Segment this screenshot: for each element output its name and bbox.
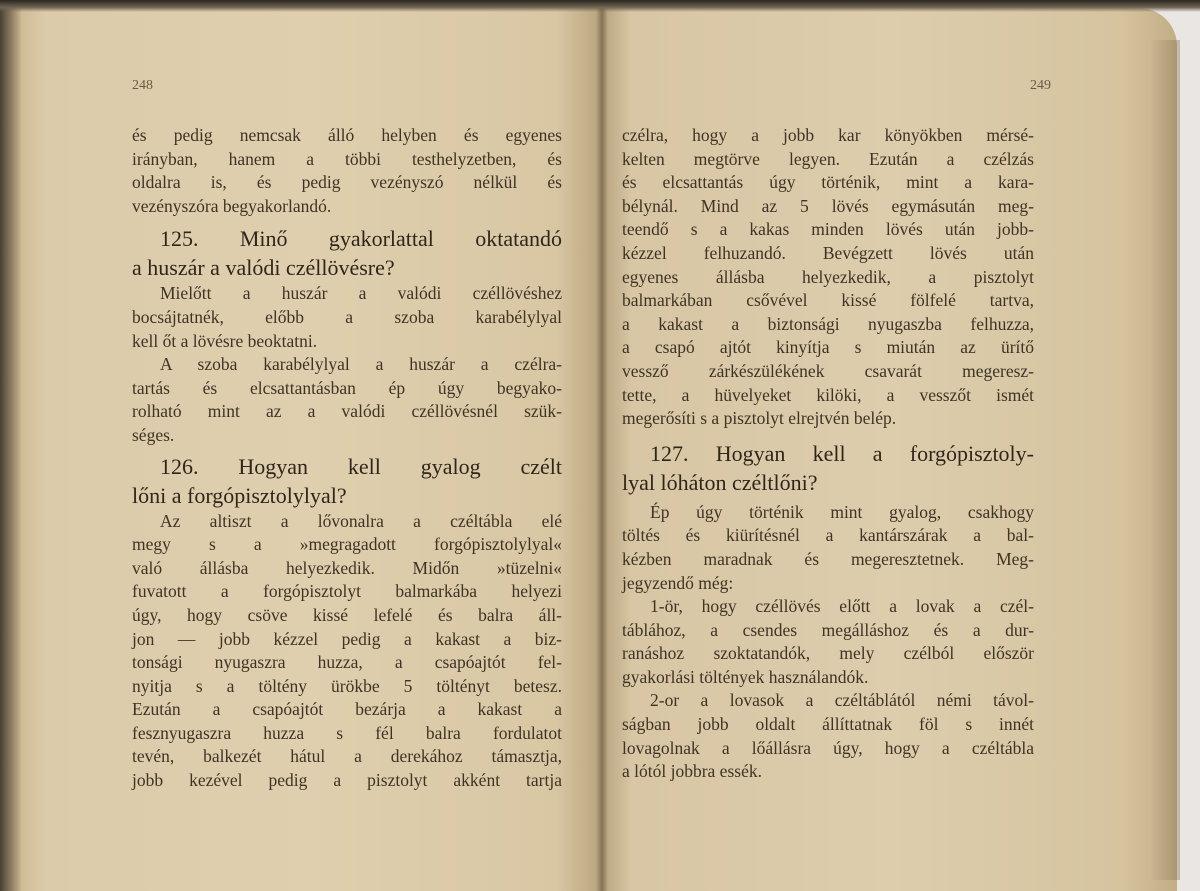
text-line: lovagolnak a lőállásra úgy, hogy a czéltábla: [622, 737, 1034, 758]
text-line: balmarkában csővével kissé fölfelé tartva,: [622, 290, 1034, 311]
text-line: úgy, hogy csöve kissé lefelé és balra áll-: [132, 604, 562, 625]
text-line: egyenes állásba helyezkedik, a pisztolyt: [622, 266, 1034, 287]
text-line: megy s a »megragadott forgópisztolylyal«: [132, 534, 562, 555]
text-line: fesznyugaszra huzza s fél balra fordulatot: [132, 722, 562, 743]
text-line: bocsájtatnék, előbb a szoba karabélylyal: [132, 306, 562, 327]
right-page-number: 249: [1030, 78, 1051, 93]
text-line: tartás és elcsattantásban ép úgy begyako-: [132, 377, 562, 398]
text-line: a kakast a biztonsági nyugaszba felhuzza,: [622, 313, 1034, 334]
text-line: ranáshoz szoktatandók, mely czélból először: [622, 643, 1034, 664]
page-edge-shadow: [1150, 40, 1180, 880]
text-line: tevén, balkezét hátul a derekához támasztja,: [132, 746, 562, 767]
book-spine: [596, 8, 608, 891]
text-line: 2-or a lovasok a czéltáblától némi távol-: [650, 690, 1034, 711]
text-line: vezényszóra begyakorlandó.: [132, 195, 332, 216]
text-line: teendő s a kakas minden lövés után jobb-: [622, 219, 1034, 240]
text-line: vessző zárkészülékének csavarát megeresz-: [622, 360, 1034, 381]
text-line: jegyzendő még:: [622, 572, 734, 593]
text-line: jon — jobb kézzel pedig a kakast a biz-: [132, 628, 562, 649]
right-page-text: [622, 124, 1034, 784]
text-line: oldalra is, és pedig vezényszó nélkül és: [132, 172, 562, 193]
left-page-number: 248: [132, 78, 153, 93]
question-127-title: lyal lóháton czéltlőni?: [622, 469, 818, 495]
text-line: Ezután a csapóajtót bezárja a kakast a: [132, 699, 562, 720]
text-line: és pedig nemcsak álló helyben és egyenes: [132, 125, 562, 145]
text-line: kell őt a lövésre beoktatni.: [132, 330, 318, 351]
question-126-title: lőni a forgópisztolylyal?: [132, 482, 347, 508]
text-line: Az altiszt a lővonalra a czéltábla elé: [160, 510, 562, 531]
question-125-title: a huszár a valódi czéllövésre?: [132, 255, 395, 281]
text-line: A szoba karabélylyal a huszár a czélra-: [160, 354, 562, 375]
left-page-text: [132, 124, 562, 793]
text-line: töltés és kiürítésnél a kantárszárak a bal-: [622, 525, 1034, 546]
text-line: kézben maradnak és megeresztetnek. Meg-: [622, 548, 1034, 569]
text-line: kézzel felhuzandó. Bevégzett lövés után: [622, 242, 1034, 263]
text-line: a lótól jobbra essék.: [622, 761, 762, 782]
question-126-title: 126. Hogyan kell gyalog czélt: [160, 453, 562, 479]
text-line: fuvatott a forgópisztolyt balmarkába helyezi: [132, 581, 562, 602]
text-line: kelten megtörve legyen. Ezután a czélzás: [622, 148, 1034, 169]
text-line: 1-ör, hogy czéllövés előtt a lovak a czél-: [650, 596, 1034, 617]
text-line: való állásba helyezkedik. Midőn »tüzelni«: [132, 557, 562, 578]
text-line: rolható mint az a valódi czéllövésnél szük-: [132, 401, 562, 422]
text-line: Ép úgy történik mint gyalog, csakhogy: [650, 501, 1034, 522]
text-line: tette, a hüvelyeket kilöki, a vesszőt ismét: [622, 384, 1034, 405]
text-line: Mielőtt a huszár a valódi czéllövéshez: [160, 283, 562, 304]
question-125-title: 125. Minő gyakorlattal oktatandó: [160, 226, 562, 252]
text-line: a csapó ajtót kinyítja s miután az ürítő: [622, 337, 1034, 358]
top-shadow: [0, 0, 1200, 12]
text-line: és elcsattantás úgy történik, mint a kara-: [622, 172, 1034, 193]
binding-edge: [0, 0, 22, 891]
text-line: megerősíti s a pisztolyt elrejtvén belép.: [622, 408, 897, 429]
text-line: czélra, hogy a jobb kar könyökben mérsé-: [622, 125, 1034, 145]
text-line: séges.: [132, 424, 175, 445]
text-line: jobb kezével pedig a pisztolyt akként tartja: [132, 770, 562, 791]
text-line: táblához, a csendes megálláshoz és a dur-: [622, 619, 1034, 640]
text-line: gyakorlási töltények használandók.: [622, 666, 869, 687]
question-127-title: 127. Hogyan kell a forgópisztoly-: [650, 440, 1034, 466]
text-line: nyitja s a töltény ürökbe 5 töltényt betesz.: [132, 675, 562, 696]
text-line: bélynál. Mind az 5 lövés egymásután meg-: [622, 195, 1034, 216]
text-line: ságban jobb oldalt állíttatnak föl s innét: [622, 714, 1034, 735]
text-line: irányban, hanem a többi testhelyzetben, és: [132, 148, 562, 169]
text-line: tonsági nyugaszra huzza, a csapóajtót fel-: [132, 652, 562, 673]
